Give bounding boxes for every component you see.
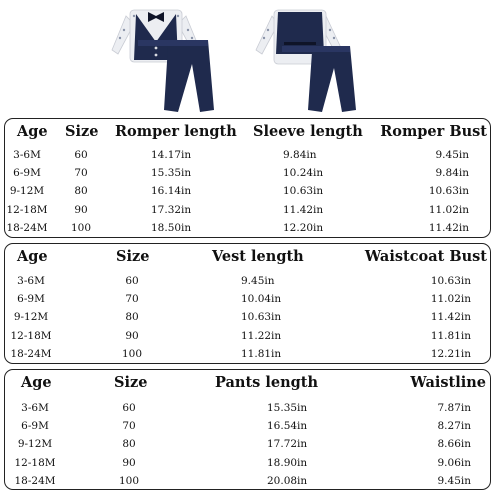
table-cell: 60 [74, 149, 88, 161]
table-cell: 9.45in [437, 474, 471, 487]
header-age: Age [21, 374, 52, 391]
table-cell: 11.22in [241, 329, 282, 342]
table-cell: 80 [74, 185, 88, 198]
table-cell: 15.35in [267, 402, 308, 414]
table-cell: 8.66in [437, 438, 471, 451]
table-cell: 90 [125, 329, 139, 342]
table-cell: 12.21in [430, 347, 471, 360]
table-cell: 11.02in [430, 293, 471, 306]
table-row [5, 222, 490, 240]
table-cell: 14.17in [151, 149, 192, 161]
table-cell: 70 [122, 420, 136, 433]
outfit-front-image [108, 2, 233, 114]
table-header [5, 248, 490, 268]
table-row [5, 330, 490, 348]
header-waistline: Waistline [410, 374, 486, 391]
table-cell: 3-6M [17, 275, 45, 287]
table-cell: 18.50in [151, 221, 192, 234]
table-row [5, 457, 490, 475]
table-cell: 6-9M [17, 293, 45, 306]
romper-size-table [4, 118, 491, 238]
header-romper-bust: Romper Bust [380, 123, 487, 140]
table-cell: 10.63in [428, 185, 469, 198]
header-romper-length: Romper length [115, 123, 237, 140]
table-row [5, 204, 490, 222]
table-cell: 9.06in [437, 456, 471, 469]
table-header [5, 123, 490, 143]
table-cell: 6-9M [21, 420, 49, 433]
table-cell: 90 [122, 456, 136, 469]
table-cell: 60 [125, 275, 139, 287]
table-cell: 100 [118, 474, 140, 487]
table-cell: 9.84in [283, 149, 317, 161]
table-cell: 11.02in [428, 203, 469, 216]
table-cell: 11.81in [430, 329, 471, 342]
table-cell: 10.04in [241, 293, 282, 306]
table-cell: 9-12M [13, 311, 49, 324]
table-cell: 10.63in [430, 275, 471, 287]
table-row [5, 185, 490, 203]
table-cell: 18-24M [10, 347, 52, 360]
table-cell: 80 [122, 438, 136, 451]
pants-size-table [4, 369, 491, 490]
table-cell: 9-12M [17, 438, 53, 451]
table-cell: 100 [121, 347, 143, 360]
table-cell: 100 [70, 221, 92, 234]
header-size: Size [116, 248, 150, 265]
header-age: Age [17, 123, 48, 140]
header-age: Age [17, 248, 48, 265]
outfit-back-image [246, 2, 371, 114]
table-row [5, 293, 490, 311]
header-size: Size [65, 123, 99, 140]
table-cell: 6-9M [13, 167, 41, 180]
table-row [5, 475, 490, 493]
table-row [5, 420, 490, 438]
product-photos [0, 0, 495, 117]
table-header [5, 374, 490, 394]
vest-size-table [4, 243, 491, 364]
table-cell: 9-12M [9, 185, 45, 198]
table-cell: 12-18M [14, 456, 56, 469]
table-cell: 20.08in [267, 474, 308, 487]
table-cell: 60 [122, 402, 136, 414]
table-cell: 18-24M [14, 474, 56, 487]
table-row [5, 167, 490, 185]
header-waistcoat-bust: Waistcoat Bust [364, 248, 487, 265]
header-vest-length: Vest length [212, 248, 304, 265]
table-row [5, 348, 490, 366]
table-cell: 11.42in [430, 311, 471, 324]
table-cell: 18.90in [267, 456, 308, 469]
table-cell: 7.87in [437, 402, 471, 414]
table-cell: 12-18M [10, 329, 52, 342]
table-cell: 11.42in [283, 203, 324, 216]
table-row [5, 311, 490, 329]
table-cell: 18-24M [6, 221, 48, 234]
table-cell: 11.42in [428, 221, 469, 234]
table-cell: 10.24in [283, 167, 324, 180]
table-cell: 8.27in [437, 420, 471, 433]
table-row [5, 149, 490, 167]
table-cell: 11.81in [241, 347, 282, 360]
header-pants-length: Pants length [215, 374, 319, 391]
table-row [5, 275, 490, 293]
table-cell: 3-6M [21, 402, 49, 414]
table-cell: 70 [125, 293, 139, 306]
table-cell: 9.45in [435, 149, 469, 161]
table-cell: 9.84in [435, 167, 469, 180]
table-cell: 10.63in [283, 185, 324, 198]
table-cell: 10.63in [241, 311, 282, 324]
table-cell: 16.54in [267, 420, 308, 433]
table-cell: 12-18M [6, 203, 48, 216]
table-row [5, 438, 490, 456]
table-cell: 15.35in [151, 167, 192, 180]
header-size: Size [114, 374, 148, 391]
table-cell: 3-6M [13, 149, 41, 161]
table-cell: 70 [74, 167, 88, 180]
table-cell: 16.14in [151, 185, 192, 198]
table-cell: 12.20in [283, 221, 324, 234]
table-cell: 17.32in [151, 203, 192, 216]
table-cell: 80 [125, 311, 139, 324]
table-cell: 90 [74, 203, 88, 216]
table-row [5, 402, 490, 420]
table-cell: 9.45in [241, 275, 275, 287]
header-sleeve-length: Sleeve length [253, 123, 363, 140]
table-cell: 17.72in [267, 438, 308, 451]
